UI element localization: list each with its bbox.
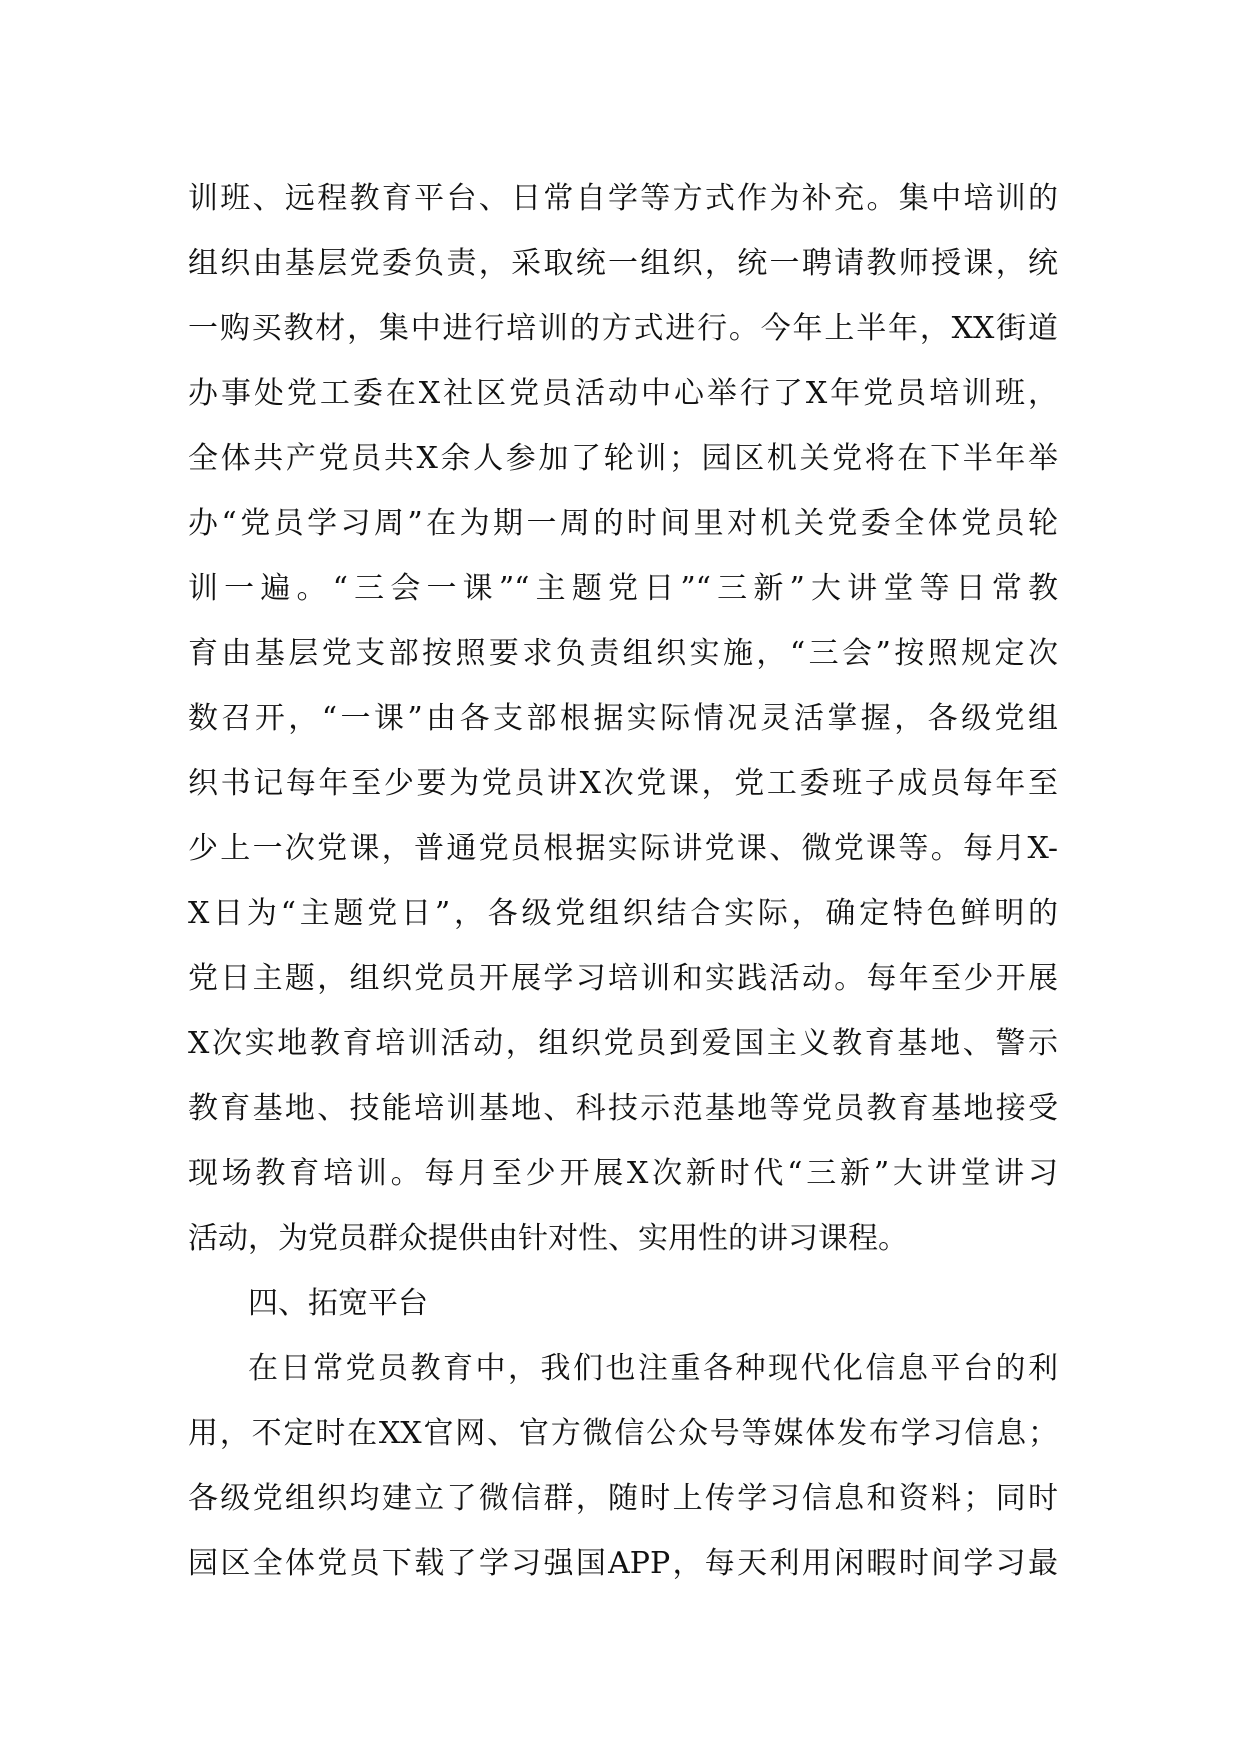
text-line: 各级党组织均建立了微信群，随时上传学习信息和资料；同时 [188,1481,1058,1516]
text-line: 活动，为党员群众提供由针对性、实用性的讲习课程。 [188,1221,908,1256]
text-line: X日为“主题党日”，各级党组织结合实际，确定特色鲜明的 [188,896,1058,931]
text-line: 育由基层党支部按照要求负责组织实施，“三会”按照规定次 [188,636,1058,671]
text-line: 党日主题，组织党员开展学习培训和实践活动。每年至少开展 [188,961,1058,996]
text-line: 一购买教材，集中进行培训的方式进行。今年上半年，XX街道 [188,311,1058,346]
text-line: 少上一次党课，普通党员根据实际讲党课、微党课等。每月X- [188,831,1058,866]
document-body [188,166,1058,1596]
paragraph-training [188,166,1058,1271]
text-line: 全体共产党员共X余人参加了轮训；园区机关党将在下半年举 [188,441,1058,476]
text-line: 组织由基层党委负责，采取统一组织，统一聘请教师授课，统 [188,246,1058,281]
text-line: 现场教育培训。每月至少开展X次新时代“三新”大讲堂讲习 [188,1156,1058,1191]
text-line: 训班、远程教育平台、日常自学等方式作为补充。集中培训的 [188,181,1058,216]
paragraph-platform [188,1336,1058,1596]
text-line: 训一遍。“三会一课”“主题党日”“三新”大讲堂等日常教 [188,571,1058,606]
text-line: X次实地教育培训活动，组织党员到爱国主义教育基地、警示 [188,1026,1058,1061]
text-line: 办“党员学习周”在为期一周的时间里对机关党委全体党员轮 [188,506,1058,541]
text-line: 织书记每年至少要为党员讲X次党课，党工委班子成员每年至 [188,766,1058,801]
section-heading: 四、拓宽平台 [248,1286,428,1321]
text-line: 园区全体党员下载了学习强国APP，每天利用闲暇时间学习最 [188,1546,1058,1581]
text-line: 教育基地、技能培训基地、科技示范基地等党员教育基地接受 [188,1091,1058,1126]
text-line: 在日常党员教育中，我们也注重各种现代化信息平台的利 [248,1351,1058,1386]
text-line: 办事处党工委在X社区党员活动中心举行了X年党员培训班， [188,376,1058,411]
text-line: 数召开，“一课”由各支部根据实际情况灵活掌握，各级党组 [188,701,1058,736]
text-line: 用，不定时在XX官网、官方微信公众号等媒体发布学习信息； [188,1416,1058,1451]
